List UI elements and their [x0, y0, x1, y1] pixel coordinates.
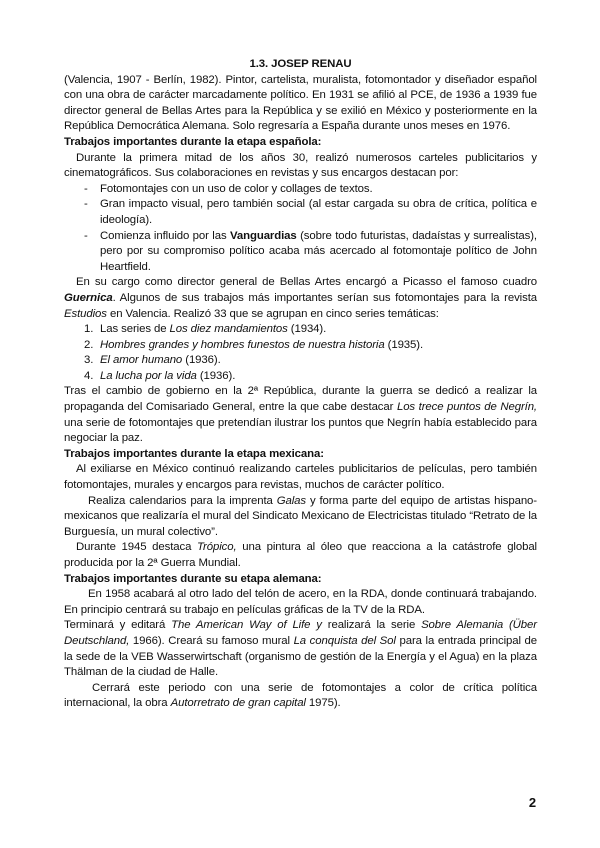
list-item: 4. La lucha por la vida (1936). — [84, 369, 236, 382]
germany-paragraph-3: Cerrará este periodo con una serie de fotomontajes a color de crítica política internacional, la obra Autorretrato de gran capital 1975). — [64, 681, 537, 710]
list-item: - Comienza influido por las Vanguardias (sobre todo futuristas, dadaístas y surrealistas), pero por su compromiso político acaba más acercado al fotomontaje político de John Heartfield. — [84, 229, 537, 273]
dash-marker: - — [84, 182, 88, 195]
list-item: 3. El amor humano (1936). — [84, 354, 221, 367]
germany-paragraph-2: Terminará y editará The American Way of Life y realizará la serie Sobre Alemania (Über Deutschland, 1966). Creará su famoso mural La conquista del Sol para la entrada principal de la sede de la VEB Wasserwirtschaft (organismo de gestión de la Energía y el Agua) en la plaza Thälman de la ciudad de Halle. — [64, 619, 537, 679]
list-item: - Gran impacto visual, pero también social (al estar cargada su obra de crítica, política e ideología). — [84, 198, 537, 226]
dash-marker: - — [84, 198, 88, 211]
list-item: - Fotomontajes con un uso de color y collages de textos. — [86, 182, 537, 198]
spain-paragraph-2: En su cargo como director general de Bellas Artes encargó a Picasso el famoso cuadro Guernica. Algunos de sus trabajos más importantes serían sus fotomontajes para la revista Estudios en Valencia. Realizó 33 que se agrupan en cinco series temáticas: — [64, 276, 537, 320]
section-heading-mexico: Trabajos importantes durante la etapa mexicana: — [64, 447, 324, 460]
vanguardias-term: Vanguardias — [230, 229, 297, 242]
mexico-paragraph-3: Durante 1945 destaca Trópico, una pintura al óleo que reacciona a la catástrofe global producida por la 2ª Guerra Mundial. — [64, 541, 537, 569]
section-heading-germany: Trabajos importantes durante su etapa alemana: — [64, 572, 322, 585]
guernica-term: Guernica — [64, 291, 113, 304]
page-title: 1.3. JOSEP RENAU — [249, 58, 352, 70]
germany-paragraph-1: En 1958 acabará al otro lado del telón de acero, en la RDA, donde continuará trabajando. En principio centrará su trabajo en películas gráficas de la TV de la RDA. — [64, 588, 537, 616]
mexico-paragraph-2: Realiza calendarios para la imprenta Galas y forma parte del equipo de artistas hispano-mexicanos que realizaría el mural del Sindicato Mexicano de Electricistas titulado “Retrato de la Burguesía, un mural colectivo”. — [64, 494, 537, 538]
spain-paragraph-1: Durante la primera mitad de los años 30, realizó numerosos carteles publicitarios y cinematográficos. Sus colaboraciones en revistas y sus encargos destacan por: — [64, 151, 537, 180]
list-item: 2. Hombres grandes y hombres funestos de nuestra historia (1935). — [84, 338, 424, 351]
dash-marker: - — [84, 229, 88, 242]
page-number: 2 — [528, 795, 536, 810]
intro-paragraph: (Valencia, 1907 - Berlín, 1982). Pintor, cartelista, muralista, fotomontador y diseñador español con una obra de carácter marcadamente político. En 1931 se afilió al PCE, de 1936 a 1939 fue director general de Bellas Artes para la República y se exilió en México y posteriormente en la República Democrática Alemana. Solo regresaría a España durante unos meses en 1976. — [64, 73, 537, 133]
list-item: 1. Las series de Los diez mandamientos (1934). — [84, 323, 327, 336]
mexico-paragraph-1: Al exiliarse en México continuó realizando carteles publicitarios de películas, pero también fotomontajes, murales y encargos para revistas, muchos de carácter político. — [64, 463, 537, 492]
spain-paragraph-3: Tras el cambio de gobierno en la 2ª República, durante la guerra se dedicó a realizar la propaganda del Comisariado General, entre la que cabe destacar Los trece puntos de Negrín, una serie de fotomontajes que pretendían ilustrar los puntos que Negrín había establecido para negociar la paz. — [64, 385, 538, 445]
spain-bullet-list — [64, 182, 537, 276]
section-heading-spain: Trabajos importantes durante la etapa española: — [64, 135, 322, 148]
series-list — [64, 322, 537, 384]
